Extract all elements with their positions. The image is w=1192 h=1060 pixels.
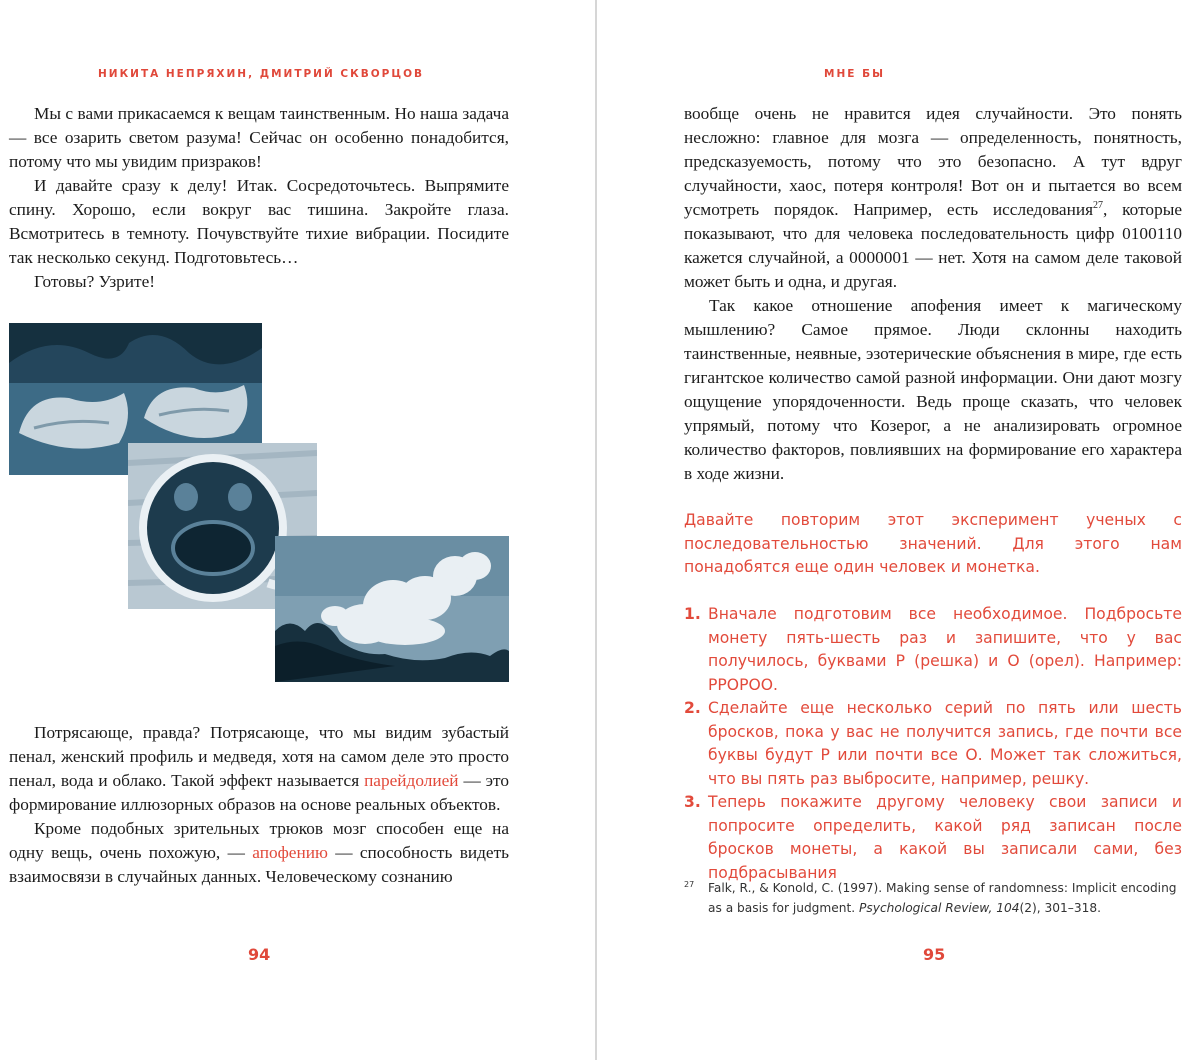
list-item	[684, 603, 1182, 697]
paragraph	[684, 102, 1182, 294]
text: Falk, R., & Konold, C. (1997). Making sense of randomness: Implicit encoding as a basis for judgment.	[708, 881, 1177, 915]
paragraph-apophenia	[9, 817, 509, 889]
left-body-top	[9, 102, 509, 294]
paragraph: Так какое отношение апофения имеет к магическому мышлению? Самое прямое. Люди склонны находить таинственные, неявные, эзотерические объяснения в мире, где есть гигантское количество самой разной информации. Они дают мозгу ощущение упорядоченности. Ведь проще сказать, что человек упрямый, потому что Козерог, а не анализировать огромное количество факторов, повлиявших на формирование его характера в ходе жизни.	[684, 296, 1182, 483]
footnote-mark: 27	[684, 880, 695, 889]
list-item	[684, 697, 1182, 791]
step-number: 2.	[684, 699, 701, 717]
text: Кроме подобных зрительных трюков мозг способен еще на одну вещь, очень похожую, —	[9, 819, 509, 862]
journal: Psychological Review, 104	[859, 901, 1020, 915]
exercise-intro: Давайте повторим этот эксперимент ученых с последовательностью значений. Для этого нам понадобятся еще один человек и монетка.	[684, 511, 1182, 576]
text: вообще очень не нравится идея случайности. Это понять несложно: главное для мозга — определенность, понятность, предсказуемость, потому что это безопасно. А тут вдруг случайности, хаос, потеря контроля! Вот он и пытается во всем усмотреть порядок. Например, есть исследования	[684, 104, 1182, 219]
page-number-right: 95	[923, 945, 946, 964]
term-pareidolia: парейдолией	[364, 771, 459, 790]
right-page	[597, 0, 1192, 1060]
list-item	[684, 791, 1182, 885]
text: Потрясающе, правда? Потрясающе, что мы видим зубастый пенал, женский профиль и медведя, хотя на самом деле это просто пенал, вода и облако. Такой эффект называется	[9, 723, 509, 790]
step-text: Сделайте еще несколько серий по пять или шесть бросков, пока у вас не получится запись, где почти все буквы будут Р или почти все О. Может так сложиться, что вы пять раз выбросите, например, решку.	[708, 699, 1182, 788]
paragraph-pareidolia	[9, 721, 509, 817]
text: — это формирование иллюзорных образов на основе реальных объектов.	[9, 771, 509, 814]
text: , которые показывают, что для человека последовательность цифр 0100110 кажется случайной, а 0000001 — нет. Хотя на самом деле таковой может быть и одна, и другая.	[684, 200, 1182, 291]
paragraph: И давайте сразу к делу! Итак. Сосредоточьтесь. Выпрямите спину. Хорошо, если вокруг вас тишина. Закройте глаза. Всмотритесь в темноту. Почувствуйте тихие вибрации. Посидите так несколько секунд. Подготовьтесь…	[9, 176, 509, 267]
footnote-text	[684, 878, 1184, 918]
running-head-left: НИКИТА НЕПРЯХИН, ДМИТРИЙ СКВОРЦОВ	[98, 68, 424, 80]
left-body-bottom	[9, 721, 509, 889]
cloud-trees-photo	[275, 536, 509, 682]
exercise-steps	[684, 603, 1182, 885]
paragraph: Готовы? Узрите!	[34, 272, 156, 291]
footnote	[684, 878, 1184, 918]
text: (2), 301–318.	[1019, 901, 1102, 915]
right-body	[684, 102, 1182, 486]
text: — способность видеть взаимосвязи в случайных данных. Человеческому сознанию	[9, 843, 510, 886]
step-text: Вначале подготовим все необходимое. Подбросьте монету пять-шесть раз и запишите, что у вас получилось, буквами Р (решка) и О (орел). Например: РРОРОО.	[708, 605, 1182, 694]
paragraph: Мы с вами прикасаемся к вещам таинственным. Но наша задача — все озарить светом разума! Сейчас он особенно понадобится, потому что мы увидим призраков!	[9, 104, 509, 171]
step-text: Теперь покажите другому человеку свои записи и попросите определить, какой ряд записан после бросков монеты, а какой вы записали сами, без подбрасывания	[708, 793, 1182, 882]
step-number: 1.	[684, 605, 701, 623]
running-head-right: МНЕ БЫ	[824, 68, 885, 80]
step-number: 3.	[684, 793, 701, 811]
term-apophenia: апофению	[252, 843, 328, 862]
footnote-ref[interactable]: 27	[1093, 200, 1104, 212]
page-number-left: 94	[248, 945, 271, 964]
